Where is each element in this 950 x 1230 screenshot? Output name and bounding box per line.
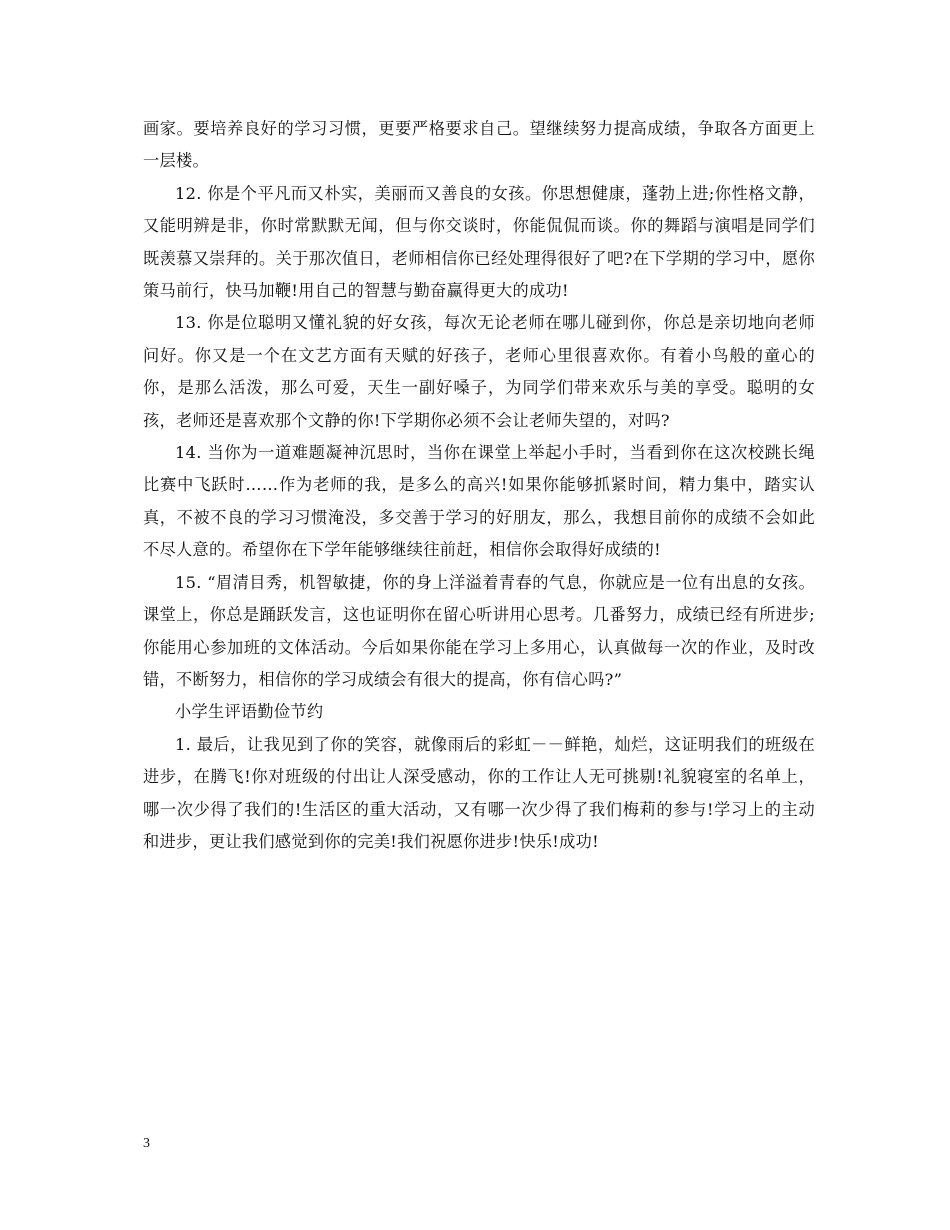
document-body [143,113,815,858]
paragraph-item-1: 1. 最后，让我见到了你的笑容，就像雨后的彩虹－－鲜艳，灿烂，这证明我们的班级在进步，在腾飞!你对班级的付出让人深受感动，你的工作让人无可挑剔!礼貌寝室的名单上，哪一次少得了我们的!生活区的重大活动，又有哪一次少得了我们梅莉的参与!学习上的主动和进步，更让我们感觉到你的完美!我们祝愿你进步!快乐!成功! [143,734,815,851]
paragraph-continuation: 画家。要培养良好的学习习惯，更要严格要求自己。望继续努力提高成绩，争取各方面更上一层楼。 [143,119,815,171]
section-heading: 小学生评语勤俭节约 [175,702,324,722]
page-number: 3 [143,1136,150,1151]
paragraph-item-13: 13. 你是位聪明又懂礼貌的好女孩，每次无论老师在哪儿碰到你，你总是亲切地向老师问好。你又是一个在文艺方面有天赋的好孩子，老师心里很喜欢你。有着小鸟般的童心的你，是那么活泼，那么可爱，天生一副好嗓子，为同学们带来欢乐与美的享受。聪明的女孩，老师还是喜欢那个文静的你!下学期你必须不会让老师失望的，对吗? [143,313,815,430]
paragraph-item-14: 14. 当你为一道难题凝神沉思时，当你在课堂上举起小手时，当看到你在这次校跳长绳比赛中飞跃时……作为老师的我，是多么的高兴!如果你能够抓紧时间，精力集中，踏实认真，不被不良的学习习惯淹没，多交善于学习的好朋友，那么，我想目前你的成绩不会如此不尽人意的。希望你在下学年能够继续往前赶，相信你会取得好成绩的! [143,443,815,560]
paragraph-item-15: 15. “眉清目秀，机智敏捷，你的身上洋溢着青春的气息，你就应是一位有出息的女孩。课堂上，你总是踊跃发言，这也证明你在留心听讲用心思考。几番努力，成绩已经有所进步;你能用心参加班的文体活动。今后如果你能在学习上多用心，认真做每一次的作业，及时改错，不断努力，相信你的学习成绩会有很大的提高，你有信心吗?” [143,572,815,689]
paragraph-item-12: 12. 你是个平凡而又朴实，美丽而又善良的女孩。你思想健康，蓬勃上进;你性格文静，又能明辨是非，你时常默默无闻，但与你交谈时，你能侃侃而谈。你的舞蹈与演唱是同学们既羡慕又崇拜的。关于那次值日，老师相信你已经处理得很好了吧?在下学期的学习中，愿你策马前行，快马加鞭!用自己的智慧与勤奋赢得更大的成功! [143,183,815,301]
